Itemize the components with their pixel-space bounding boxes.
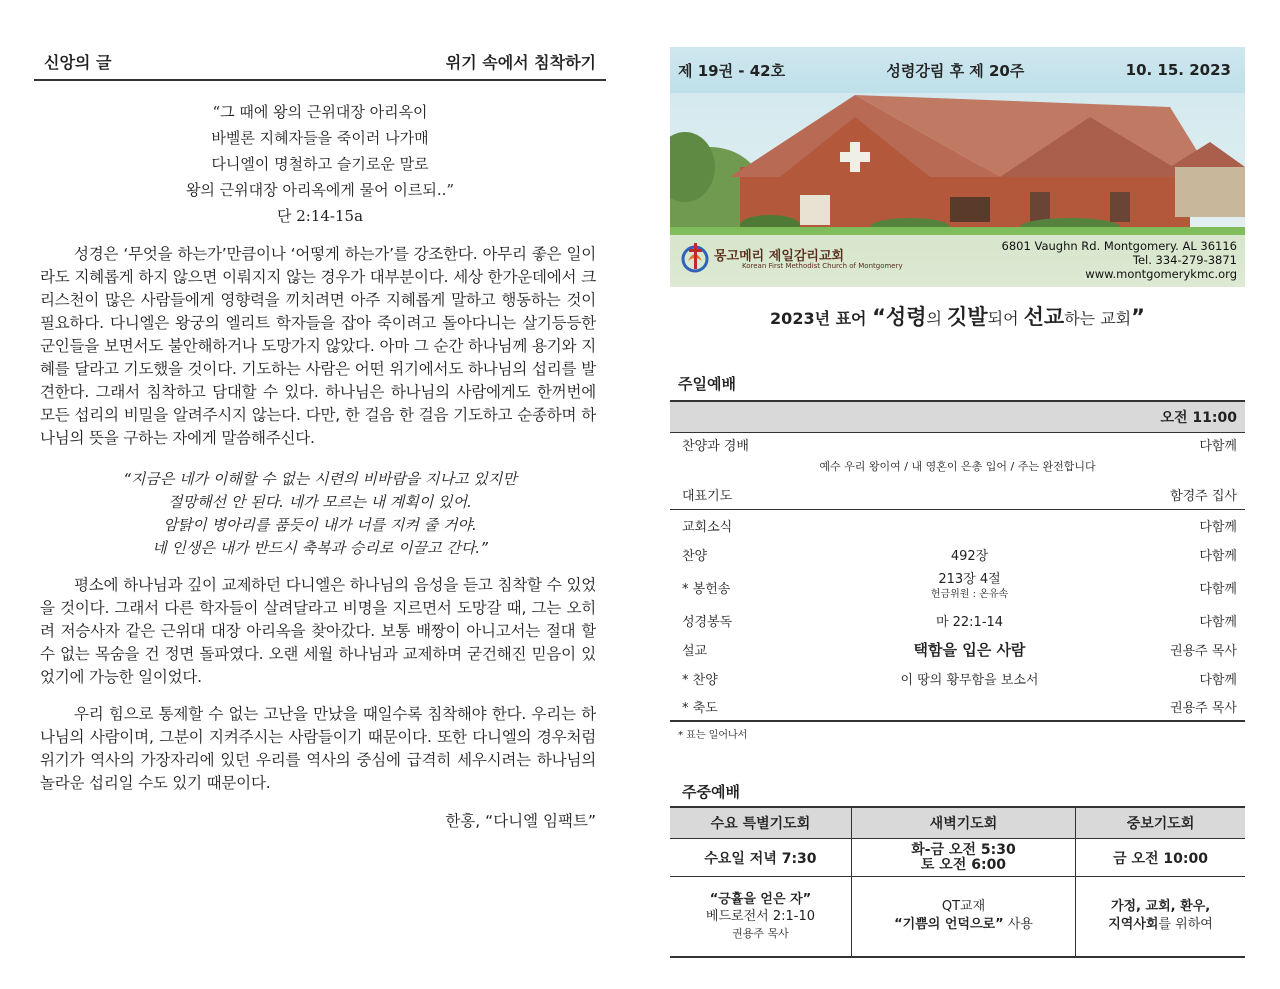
sermon-title: 택함을 입은 사람 [913,640,1026,659]
church-website: www.montgomerykmc.org [1085,267,1237,281]
motto-word: 성령 [885,305,927,329]
worship-row [670,568,1245,606]
intercession-topics: 가정, 교회, 환우, [1110,899,1211,915]
worship-content: 213장 4절 [938,571,1001,587]
worship-item: 교회소식 [682,519,733,535]
quote-line: 암탉이 병아리를 품듯이 내가 너를 지켜 줄 거야. [163,516,477,534]
quote-block [34,468,606,560]
church-contact [1002,239,1237,281]
verse-line: 다니엘이 명철하고 슬기로운 말로 [211,155,429,173]
worship-time: 오전 11:00 [670,402,1245,433]
worship-leader: 다함께 [1199,519,1237,535]
motto-word: 선교 [1023,305,1065,329]
wednesday-time: 수요일 저녁 7:30 [670,839,851,877]
liturgical-season: 성령강림 후 제 20주 [886,61,1025,80]
worship-leader: 함경주 집사 [1170,488,1237,504]
motto-particle: 되어 [987,309,1024,328]
worship-leader: 권용주 목사 [1170,700,1237,716]
praise-song-list: 예수 우리 왕이여 / 내 영혼이 은총 입어 / 주는 완전합니다 [819,460,1096,473]
worship-row [670,634,1245,664]
offering-note: 헌금위원 : 온유속 [930,588,1009,600]
quote-line: 네 인생은 내가 반드시 축복과 승리로 이끌고 간다.” [152,539,488,557]
worship-row [670,606,1245,634]
worship-leader: 다함께 [1199,438,1237,454]
motto-word: 깃발 [947,305,988,329]
quote-line: “지금은 네가 이해할 수 없는 시련의 비바람을 지나고 있지만 [123,470,517,488]
motto-particle: 하는 교회 [1064,309,1132,328]
worship-item: 설교 [682,643,708,659]
worship-row [670,510,1245,540]
motto-year: 2023년 표어 [770,309,867,328]
scripture-verse [34,99,606,229]
church-name-english: Korean First Methodist Church of Montgomery [742,261,903,270]
church-name: 몽고메리 제일감리교회 [714,248,845,264]
cross-flame-icon [680,241,710,273]
worship-row [670,540,1245,568]
worship-item: * 봉헌송 [682,581,731,597]
worship-item: 성경봉독 [682,614,733,630]
church-logo [680,241,903,273]
intercession-community: 지역사회 [1108,917,1159,933]
article-title: 위기 속에서 침착하기 [445,53,596,72]
wednesday-sermon-title: “긍휼을 얻은 자” [709,891,812,907]
worship-content: 마 22:1-14 [935,614,1004,630]
wednesday-scripture: 베드로전서 2:1-10 [705,908,815,924]
dawn-material: QT교재 [941,899,986,915]
issue-number: 제 19권 - 42호 [678,61,786,80]
worship-row [670,479,1245,510]
motto-quote-open: “ [872,305,886,329]
worship-row [670,692,1245,720]
dawn-time-saturday: 토 오전 6:00 [920,856,1007,873]
column-header: 중보기도회 [1076,807,1245,839]
left-header [34,50,606,81]
verse-reference: 단 2:14-15a [276,207,364,225]
wednesday-details [670,877,851,957]
worship-item: 찬양과 경배 [682,438,749,454]
dawn-book-title: “기쁨의 언덕으로” [894,917,1004,933]
verse-line: 왕의 근위대장 아리옥에게 물어 이르되..” [185,181,455,199]
worship-item: 대표기도 [682,488,733,504]
annual-motto [670,301,1245,331]
motto-quote-close: ” [1131,305,1145,329]
worship-leader: 다함께 [1199,672,1237,688]
midweek-schedule-table [670,806,1245,958]
intercession-time: 금 오전 10:00 [1076,839,1245,877]
verse-line: “그 때에 왕의 근위대장 아리옥이 [212,103,428,121]
standing-note: * 표는 일어나서 [678,730,748,741]
verse-line: 바벨론 지혜자들을 죽이러 나가매 [211,129,429,147]
dawn-time [851,839,1075,877]
worship-leader: 권용주 목사 [1170,643,1237,659]
section-label: 신앙의 글 [44,53,112,72]
wednesday-preacher: 권용주 목사 [732,926,789,940]
midweek-worship-title: 주중예배 [682,783,740,801]
intercession-purpose: 를 위하여 [1158,917,1213,933]
sunday-worship-title: 주일예배 [678,375,736,393]
church-address: 6801 Vaughn Rd. Montgomery. AL 36116 [1001,239,1237,253]
paragraph-2: 평소에 하나님과 깊이 교제하던 다니엘은 하나님의 음성을 듣고 침착할 수 있었을 것이다. 그래서 다른 학자들이 살려달라고 비명을 지르면서 도망갈 때, 그는 오히려 저승사자 같은 근위대 대장 아리옥을 찾아갔다. 보통 배짱이 아니고서는 절대 할 수 없는 목숨을 건 정면 돌파였다. 오랜 세월 하나님과 교제하며 굳건해진 믿음이 있었기에 가능한 일이었다. [40,576,596,686]
worship-leader: 다함께 [1199,548,1237,564]
worship-leader: 다함께 [1199,614,1237,630]
worship-item: * 찬양 [682,672,718,688]
worship-item: 찬양 [682,548,708,564]
worship-item: * 축도 [682,700,718,716]
worship-row [670,433,1245,455]
quote-line: 절망해선 안 된다. 네가 모르는 내 계획이 있어. [168,493,472,511]
worship-content: 이 땅의 황무함을 보소서 [900,672,1039,688]
worship-row [670,664,1245,692]
dawn-details [851,877,1075,957]
bulletin-info-bar [670,47,1245,93]
paragraph-1: 성경은 ‘무엇을 하는가’만큼이나 ‘어떻게 하는가’를 강조한다. 아무리 좋은 일이라도 지혜롭게 하지 않으면 이뤄지지 않는 경우가 대부분이다. 세상 한가운데에서 크리스천이 많은 사람들에게 영향력을 끼치려면 아주 지혜롭게 말하고 행동하는 것이 필요하다. 다니엘은 왕궁의 엘리트 학자들을 잡아 죽이려고 돌아다니는 살기등등한 군인들을 보면서도 불안해하거나 도망가지 않았다. 아마 그 순간 하나님께 용기와 지혜를 달라고 기도했을 것이다. 기도하는 사람은 어떤 위기에서도 하나님의 섭리를 발견한다. 그래서 침착하고 담대할 수 있다. 하나님은 하나님의 사람에게도 한꺼번에 모든 섭리의 비밀을 알려주시지 않는다. 다만, 한 걸음 한 걸음 기도하고 순종하며 하나님의 뜻을 구하는 자에게 말씀해주신다. [40,245,596,447]
source-citation: 한홍, “다니엘 임팩트” [445,812,596,830]
column-header: 수요 특별기도회 [670,807,851,839]
bulletin-date: 10. 15. 2023 [1125,61,1231,79]
worship-leader: 다함께 [1199,581,1237,597]
dawn-use: 사용 [1003,917,1033,933]
right-page [670,47,1245,958]
motto-particle: 의 [926,309,948,328]
bulletin-banner [670,47,1245,287]
dawn-time-weekday: 화-금 오전 5:30 [911,841,1016,858]
intercession-details [1076,877,1245,957]
left-page [34,50,606,831]
church-phone: Tel. 334-279-3871 [1132,253,1237,267]
column-header: 새벽기도회 [851,807,1075,839]
paragraph-3: 우리 힘으로 통제할 수 없는 고난을 만났을 때일수록 침착해야 한다. 우리는 하나님의 사람이며, 그분이 지켜주시는 사람들이기 때문이다. 또한 다니엘의 경우처럼 위기가 역사의 가장자리에 있던 우리를 역사의 중심에 급격히 세우시려는 하나님의 놀라운 섭리일 수도 있기 때문이다. [40,705,596,792]
sunday-worship-order [670,400,1245,722]
worship-content: 492장 [950,548,989,564]
